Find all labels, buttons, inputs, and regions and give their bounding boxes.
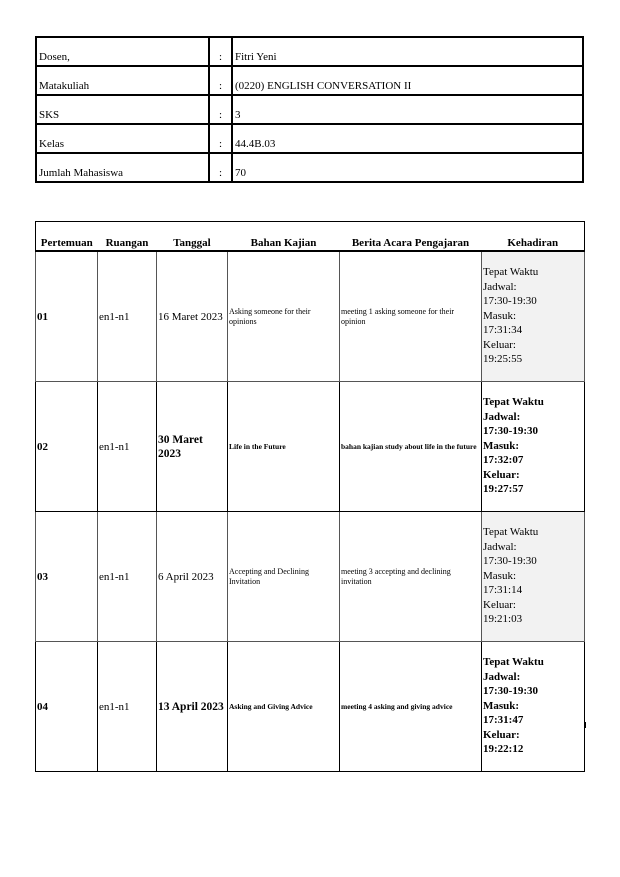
- jadwal-label: Jadwal:: [483, 410, 521, 423]
- keluar-value: 19:22:12: [483, 743, 524, 755]
- cell-bahan-kajian: Accepting and Declining Invitation: [228, 512, 340, 642]
- cell-tanggal: 13 April 2023: [157, 642, 228, 772]
- masuk-value: 17:32:07: [483, 454, 524, 466]
- info-value: Fitri Yeni: [232, 37, 583, 66]
- info-label: Kelas: [36, 124, 209, 153]
- masuk-value: 17:31:47: [483, 714, 524, 726]
- info-row-kelas: [36, 124, 583, 153]
- header-ruangan: Ruangan: [98, 222, 157, 252]
- info-label: SKS: [36, 95, 209, 124]
- info-value: (0220) ENGLISH CONVERSATION II: [232, 66, 583, 95]
- keluar-label: Keluar:: [483, 338, 516, 351]
- masuk-label: Masuk:: [483, 699, 520, 712]
- info-row-matakuliah: [36, 66, 583, 95]
- cell-ruangan: en1-n1: [98, 512, 157, 642]
- info-separator: :: [209, 95, 232, 124]
- info-separator: :: [209, 124, 232, 153]
- table-row: [36, 642, 585, 772]
- cell-kehadiran: [482, 251, 585, 382]
- header-berita-acara: Berita Acara Pengajaran: [340, 222, 482, 252]
- keluar-label: Keluar:: [483, 598, 516, 611]
- cell-pertemuan: 04: [36, 642, 98, 772]
- header-pertemuan: Pertemuan: [36, 222, 98, 252]
- info-label: Jumlah Mahasiswa: [36, 153, 209, 182]
- table-row: [36, 251, 585, 382]
- cell-ruangan: en1-n1: [98, 642, 157, 772]
- info-row-dosen: [36, 37, 583, 66]
- jadwal-label: Jadwal:: [483, 540, 517, 553]
- info-row-sks: [36, 95, 583, 124]
- keluar-value: 19:25:55: [483, 353, 523, 365]
- table-row: [36, 512, 585, 642]
- cell-pertemuan: 03: [36, 512, 98, 642]
- attendance-table: [35, 221, 585, 772]
- header-kehadiran: Kehadiran: [482, 222, 585, 252]
- cell-tanggal: 6 April 2023: [157, 512, 228, 642]
- cell-tanggal: 16 Maret 2023: [157, 251, 228, 382]
- info-value: 70: [232, 153, 583, 182]
- cell-bahan-kajian: Asking someone for their opinions: [228, 251, 340, 382]
- info-separator: :: [209, 66, 232, 95]
- jadwal-label: Jadwal:: [483, 670, 521, 683]
- cell-ruangan: en1-n1: [98, 251, 157, 382]
- attendance-header-row: [36, 222, 585, 252]
- keluar-value: 19:27:57: [483, 483, 524, 495]
- info-label: Matakuliah: [36, 66, 209, 95]
- keluar-value: 19:21:03: [483, 613, 523, 625]
- cell-tanggal: 30 Maret 2023: [157, 382, 228, 512]
- header-bahan-kajian: Bahan Kajian: [228, 222, 340, 252]
- masuk-value: 17:31:14: [483, 584, 523, 596]
- masuk-label: Masuk:: [483, 569, 516, 582]
- header-tanggal: Tanggal: [157, 222, 228, 252]
- attendance-status: Tepat Waktu: [483, 656, 544, 668]
- cell-ruangan: en1-n1: [98, 382, 157, 512]
- jadwal-value: 17:30-19:30: [483, 425, 538, 437]
- attendance-status: Tepat Waktu: [483, 396, 544, 408]
- jadwal-value: 17:30-19:30: [483, 685, 538, 697]
- masuk-label: Masuk:: [483, 309, 516, 322]
- info-separator: :: [209, 37, 232, 66]
- attendance-status: Tepat Waktu: [483, 266, 539, 278]
- cell-bahan-kajian: Life in the Future: [228, 382, 340, 512]
- cell-pertemuan: 02: [36, 382, 98, 512]
- info-label: Dosen,: [36, 37, 209, 66]
- cell-kehadiran: [482, 382, 585, 512]
- course-info-table: [35, 36, 584, 183]
- cell-kehadiran: [482, 512, 585, 642]
- cell-kehadiran: [482, 642, 585, 772]
- info-row-jumlah-mahasiswa: [36, 153, 583, 182]
- cell-bahan-kajian: Asking and Giving Advice: [228, 642, 340, 772]
- jadwal-value: 17:30-19:30: [483, 555, 537, 567]
- cell-berita-acara: meeting 3 accepting and declining invitation: [340, 512, 482, 642]
- info-value: 3: [232, 95, 583, 124]
- masuk-label: Masuk:: [483, 439, 520, 452]
- masuk-value: 17:31:34: [483, 324, 523, 336]
- cell-pertemuan: 01: [36, 251, 98, 382]
- info-value: 44.4B.03: [232, 124, 583, 153]
- table-continuation: [35, 722, 586, 728]
- cell-berita-acara: bahan kajian study about life in the future: [340, 382, 482, 512]
- keluar-label: Keluar:: [483, 728, 520, 741]
- keluar-label: Keluar:: [483, 468, 520, 481]
- attendance-status: Tepat Waktu: [483, 526, 539, 538]
- jadwal-label: Jadwal:: [483, 280, 517, 293]
- table-row: [36, 382, 585, 512]
- jadwal-value: 17:30-19:30: [483, 295, 537, 307]
- info-separator: :: [209, 153, 232, 182]
- cell-berita-acara: meeting 1 asking someone for their opinion: [340, 251, 482, 382]
- cell-berita-acara: meeting 4 asking and giving advice: [340, 642, 482, 772]
